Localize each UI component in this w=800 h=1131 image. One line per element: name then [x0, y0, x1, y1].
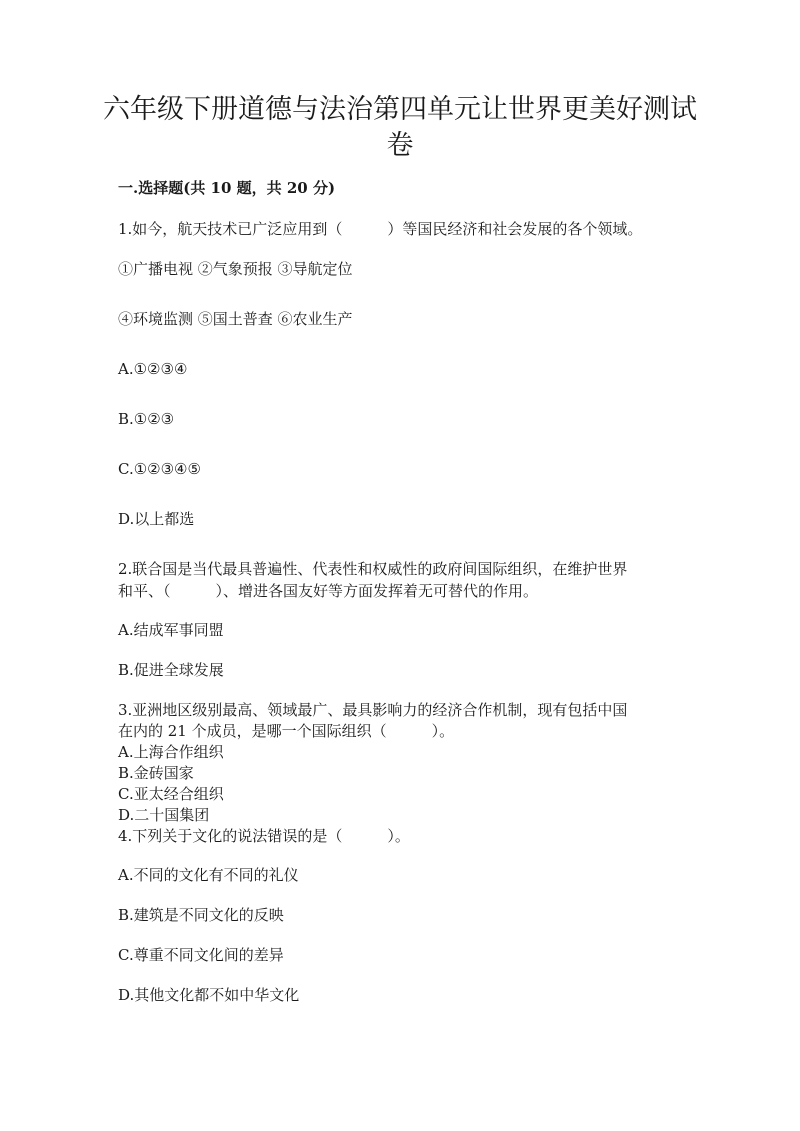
title-line-2: 卷 — [386, 130, 414, 161]
question-1-option-a: A.①②③④ — [118, 360, 188, 378]
question-1-option-d: D.以上都选 — [118, 510, 195, 528]
question-3-option-b: B.金砖国家 — [118, 764, 194, 782]
section-heading: 一.选择题(共 10 题，共 20 分) — [118, 179, 336, 197]
page-title — [100, 92, 700, 164]
question-4-option-a: A.不同的文化有不同的礼仪 — [118, 866, 299, 884]
question-3-stem-line-1: 3.亚洲地区级别最高、领域最广、最具影响力的经济合作机制，现有包括中国 — [118, 701, 628, 719]
question-2-option-a: A.结成军事同盟 — [118, 621, 224, 639]
question-1-items-line-1: ①广播电视 ②气象预报 ③导航定位 — [118, 260, 353, 278]
question-3-stem-line-2: 在内的 21 个成员，是哪一个国际组织（ ）。 — [118, 722, 455, 740]
question-1-option-c: C.①②③④⑤ — [118, 460, 201, 478]
question-4-option-c: C.尊重不同文化间的差异 — [118, 946, 284, 964]
question-2-stem-line-1: 2.联合国是当代最具普遍性、代表性和权威性的政府间国际组织，在维护世界 — [118, 560, 628, 578]
question-2-stem-line-2: 和平、（ ）、增进各国友好等方面发挥着无可替代的作用。 — [118, 582, 539, 600]
question-4-option-d: D.其他文化都不如中华文化 — [118, 986, 300, 1004]
question-2-option-b: B.促进全球发展 — [118, 661, 224, 679]
question-4-option-b: B.建筑是不同文化的反映 — [118, 906, 284, 924]
question-3-option-c: C.亚太经合组织 — [118, 785, 224, 803]
question-1-option-b: B.①②③ — [118, 410, 175, 428]
question-3-option-d: D.二十国集团 — [118, 806, 210, 824]
title-line-1: 六年级下册道德与法治第四单元让世界更美好测试 — [103, 94, 697, 125]
question-3-option-a: A.上海合作组织 — [118, 743, 224, 761]
question-4-stem: 4.下列关于文化的说法错误的是（ ）。 — [118, 827, 410, 845]
question-1-items-line-2: ④环境监测 ⑤国土普查 ⑥农业生产 — [118, 310, 353, 328]
question-1-stem: 1.如今，航天技术已广泛应用到（ ）等国民经济和社会发展的各个领域。 — [118, 220, 643, 238]
